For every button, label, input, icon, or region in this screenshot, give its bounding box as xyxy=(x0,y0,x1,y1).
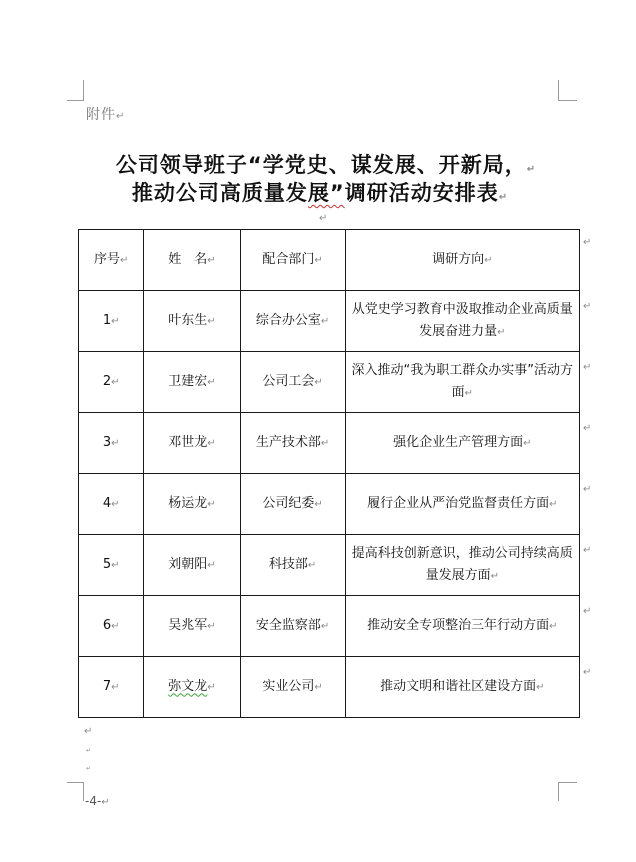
paragraph-mark-icon: ↵ xyxy=(207,437,216,449)
spellcheck-squiggle: 展” xyxy=(307,181,345,205)
paragraph-mark-icon: ↵ xyxy=(484,254,493,266)
table-row xyxy=(79,474,580,535)
paragraph-mark-icon: ↵ xyxy=(111,559,120,571)
row-end-mark-icon: ↵ xyxy=(583,362,592,373)
paragraph-mark-icon: ↵ xyxy=(116,111,126,122)
cell-no: 7↵ xyxy=(79,657,144,718)
row-end-mark-icon: ↵ xyxy=(583,667,592,678)
paragraph-mark-icon: ↵ xyxy=(314,254,323,266)
title-line-2-text-a: 推动公司高质量发 xyxy=(131,181,308,205)
table-row xyxy=(79,596,580,657)
attachment-label xyxy=(86,104,125,124)
cell-dept: 安全监察部↵ xyxy=(240,596,345,657)
title-line-1-text: 公司领导班子“学党史、谋发展、开新局， xyxy=(115,153,527,177)
header-cell-direction: 调研方向↵ xyxy=(345,230,579,291)
paragraph-mark-icon: ↵ xyxy=(86,765,92,772)
cell-direction: 履行企业从严治党监督责任方面↵ xyxy=(345,474,579,535)
cell-dept: 公司纪委↵ xyxy=(240,474,345,535)
row-end-mark-icon: ↵ xyxy=(583,301,592,312)
row-end-mark-icon: ↵ xyxy=(583,545,592,556)
paragraph-mark-icon: ↵ xyxy=(119,254,129,266)
cell-direction: 从党史学习教育中汲取推动企业高质量发展奋进力量↵ xyxy=(345,291,579,352)
paragraph-mark-icon: ↵ xyxy=(207,498,216,510)
paragraph-mark-icon: ↵ xyxy=(549,620,558,632)
paragraph-mark-icon: ↵ xyxy=(111,620,120,632)
cell-direction: 深入推动“我为职工群众办实事”活动方面↵ xyxy=(345,352,579,413)
paragraph-mark-icon: ↵ xyxy=(320,620,330,632)
cell-name: 杨运龙↵ xyxy=(144,474,240,535)
paragraph-mark-icon: ↵ xyxy=(314,498,323,510)
paragraph-mark-icon: ↵ xyxy=(111,681,120,693)
cell-name: 叶东生↵ xyxy=(144,291,240,352)
paragraph-mark-icon: ↵ xyxy=(526,164,537,175)
row-end-mark-icon: ↵ xyxy=(583,423,592,434)
paragraph-mark-icon: ↵ xyxy=(207,620,216,632)
paragraph-mark-icon: ↵ xyxy=(86,747,92,754)
cell-no: 5↵ xyxy=(79,535,144,596)
table-row xyxy=(79,291,580,352)
cell-dept: 公司工会↵ xyxy=(240,352,345,413)
table-row xyxy=(79,535,580,596)
crop-mark-top-left xyxy=(67,80,84,101)
paragraph-mark-icon: ↵ xyxy=(464,387,473,399)
cell-name: 邓世龙↵ xyxy=(144,413,240,474)
cell-no: 3↵ xyxy=(79,413,144,474)
cell-dept: 综合办公室↵ xyxy=(240,291,345,352)
paragraph-mark-icon: ↵ xyxy=(207,376,216,388)
paragraph-mark-icon: ↵ xyxy=(101,797,110,808)
cell-no: 4↵ xyxy=(79,474,144,535)
attachment-label-text: 附件 xyxy=(86,107,116,123)
cell-no: 2↵ xyxy=(79,352,144,413)
paragraph-mark-icon: ↵ xyxy=(497,326,506,338)
paragraph-mark-icon: ↵ xyxy=(498,192,509,203)
cell-name: 刘朝阳↵ xyxy=(144,535,240,596)
cell-dept: 科技部↵ xyxy=(240,535,345,596)
cell-name: 卫建宏↵ xyxy=(144,352,240,413)
spellcheck-squiggle: 弥文龙 xyxy=(168,678,208,694)
crop-mark-bottom-right xyxy=(558,782,577,801)
paragraph-mark-icon: ↵ xyxy=(523,437,532,449)
paragraph-mark-icon: ↵ xyxy=(314,376,323,388)
page-number xyxy=(85,794,110,808)
table-row xyxy=(79,352,580,413)
cell-no: 6↵ xyxy=(79,596,144,657)
paragraph-mark-icon: ↵ xyxy=(111,498,120,510)
header-cell-name: 姓 名↵ xyxy=(144,230,240,291)
cell-dept: 生产技术部↵ xyxy=(240,413,345,474)
schedule-table xyxy=(78,229,580,718)
paragraph-mark-icon: ↵ xyxy=(207,559,216,571)
header-cell-no: 序号↵ xyxy=(79,230,144,291)
paragraph-mark-icon: ↵ xyxy=(320,437,330,449)
document-title-line-1 xyxy=(8,149,636,179)
cell-no: 1↵ xyxy=(79,291,144,352)
cell-direction: 推动文明和谐社区建设方面↵ xyxy=(345,657,579,718)
paragraph-mark-icon: ↵ xyxy=(207,681,216,693)
paragraph-mark-icon: ↵ xyxy=(319,213,328,224)
table-row xyxy=(79,413,580,474)
table-row xyxy=(79,657,580,718)
crop-mark-top-right xyxy=(558,80,577,101)
row-end-mark-icon: ↵ xyxy=(583,237,592,248)
paragraph-mark-icon: ↵ xyxy=(536,681,545,693)
paragraph-mark-icon: ↵ xyxy=(549,498,558,510)
cell-name: 吴兆军↵ xyxy=(144,596,240,657)
paragraph-mark-icon: ↵ xyxy=(207,254,216,266)
cell-direction: 强化企业生产管理方面↵ xyxy=(345,413,579,474)
cell-name xyxy=(144,657,240,718)
paragraph-mark-icon: ↵ xyxy=(84,726,93,737)
paragraph-mark-icon: ↵ xyxy=(111,315,120,327)
cell-direction: 提高科技创新意识，推动公司持续高质量发展方面↵ xyxy=(345,535,579,596)
paragraph-mark-icon: ↵ xyxy=(320,315,330,327)
paragraph-mark-icon: ↵ xyxy=(207,315,216,327)
cell-dept: 实业公司↵ xyxy=(240,657,345,718)
title-line-2-text-b: 调研活动安排表 xyxy=(344,181,499,205)
paragraph-mark-icon: ↵ xyxy=(314,681,323,693)
paragraph-mark-icon: ↵ xyxy=(307,559,317,571)
document-title-line-2 xyxy=(2,177,636,207)
header-cell-dept: 配合部门↵ xyxy=(240,230,345,291)
cell-direction: 推动安全专项整治三年行动方面↵ xyxy=(345,596,579,657)
paragraph-mark-icon: ↵ xyxy=(111,376,120,388)
paragraph-mark-icon: ↵ xyxy=(490,570,499,582)
crop-mark-bottom-left xyxy=(67,782,84,801)
page-number-text: -4- xyxy=(85,794,102,808)
row-end-mark-icon: ↵ xyxy=(583,484,592,495)
paragraph-mark-icon: ↵ xyxy=(111,437,120,449)
table-header-row xyxy=(79,230,580,291)
row-end-mark-icon: ↵ xyxy=(583,606,592,617)
